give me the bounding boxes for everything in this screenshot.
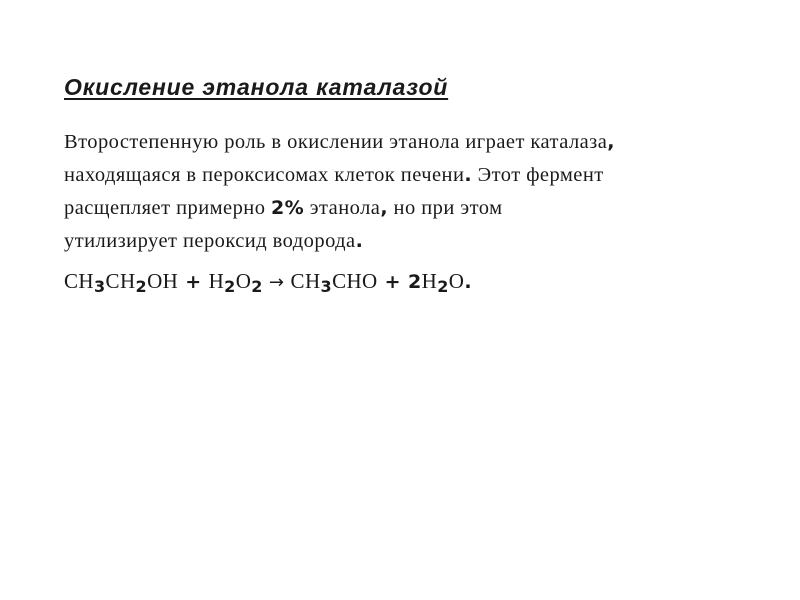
reaction-arrow: →	[262, 272, 291, 293]
formula-part: CH	[290, 269, 321, 293]
text-segment: расщепляет примерно	[64, 197, 272, 219]
paragraph-line-3	[64, 192, 774, 225]
formula-part: CHO	[332, 269, 378, 293]
punctuation: ,	[607, 131, 615, 153]
text-segment: находящаяся в пероксисомах клеток печени	[64, 164, 465, 186]
acetaldehyde-formula	[290, 269, 378, 296]
paragraph-line-4	[64, 225, 774, 258]
formula-part: O	[448, 269, 465, 293]
punctuation: .	[355, 230, 364, 252]
period: .	[464, 271, 472, 293]
ethanol-formula	[64, 269, 179, 296]
punctuation: ,	[380, 197, 388, 219]
formula-part: H	[421, 269, 438, 293]
plus-sign: +	[377, 271, 408, 293]
formula-part: O	[235, 269, 252, 293]
formula-part: CH	[105, 269, 136, 293]
chemical-equation	[64, 266, 472, 298]
body-paragraph	[64, 126, 774, 258]
formula-part: CH	[64, 269, 94, 293]
formula-part: H	[208, 269, 225, 293]
text-segment: Второстепенную роль в окислении этанола играет каталаза	[64, 131, 608, 153]
text-segment: утилизирует пероксид водорода	[64, 230, 356, 252]
subscript: 2	[135, 277, 148, 296]
formula-part: OH	[147, 269, 179, 293]
water-formula	[407, 269, 465, 296]
subscript: 2	[251, 277, 263, 296]
subscript: 2	[224, 277, 236, 296]
percent-value: 2%	[271, 197, 305, 219]
text-segment: этанола	[304, 197, 381, 219]
paragraph-line-2	[64, 159, 774, 192]
subscript: 3	[93, 277, 106, 296]
subscript: 3	[320, 277, 333, 296]
text-segment: но при этом	[387, 197, 503, 219]
text-segment: Этот фермент	[472, 164, 604, 186]
slide-title: Окисление этанола каталазой	[64, 74, 449, 100]
paragraph-line-1	[64, 126, 774, 159]
subscript: 2	[437, 277, 449, 296]
plus-sign: +	[178, 271, 209, 293]
punctuation: .	[464, 164, 473, 186]
coefficient: 2	[407, 271, 422, 293]
hydrogen-peroxide-formula	[208, 269, 263, 296]
